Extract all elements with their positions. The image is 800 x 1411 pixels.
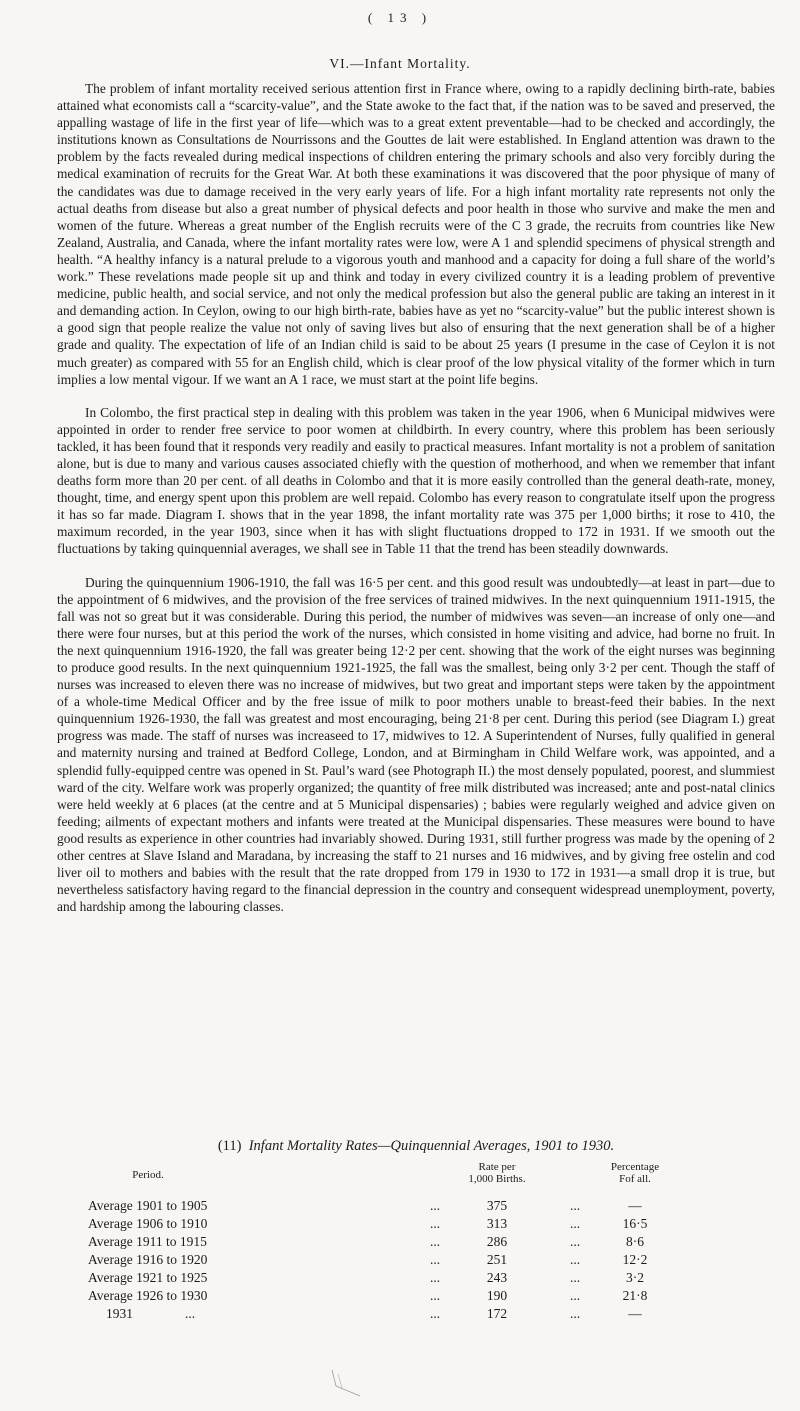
page-number: ( 13 ) <box>367 10 433 25</box>
table-row: Average 1926 to 1930 ... 190 ... 21·8 <box>88 1288 648 1303</box>
header-percentage: Percentage Fof all. <box>610 1161 660 1185</box>
table-row: Average 1921 to 1925 ... 243 ... 3·2 <box>88 1270 644 1285</box>
table-caption <box>57 1138 775 1155</box>
table-row: 1931 ... ... 172 ... — <box>106 1306 642 1321</box>
table-number: (11) <box>217 1138 242 1154</box>
table-row: Average 1916 to 1920 ... 251 ... 12·2 <box>88 1252 648 1267</box>
header-rate: Rate per 1,000 Births. <box>468 1161 526 1185</box>
table-title: Infant Mortality Rates—Quinquennial Averages, 1901 to 1930. <box>248 1138 615 1154</box>
paragraph-2: In Colombo, the first practical step in dealing with this problem was taken in the year 1906, when 6 Municipal midwives were appointed in order to render free service to poor women at childbirth. In every country, where this problem has been seriously tackled, it has been found that it responds very readily and easily to practical measures. Infant mortality is not a problem of sanitation alone, but is due to many and various causes associated chiefly with the question of motherhood, and when we remember that infant deaths form more than 20 per cent. of all deaths in Colombo and that it is more easily controlled than the general death-rate, money, thought, time, and energy spent upon this problem are well repaid. Colombo has every reason to congratulate itself upon the progress it has so far made. Diagram I. shows that in the year 1898, the infant mortality rate was 375 per 1,000 births; it rose to 410, the maximum recorded, in the year 1903, since when it has with slight fluctuations dropped to 172 in 1931. If we smooth out the fluctuations by taking quinquennial averages, we shall see in Table 11 that the trend has been steadily downwards. <box>57 404 775 557</box>
body-text <box>57 80 775 931</box>
header-period: Period. <box>132 1169 164 1181</box>
paragraph-3: During the quinquennium 1906-1910, the fall was 16·5 per cent. and this good result was undoubtedly—at least in part—due to the appointment of 6 midwives, and the provision of the free services of trained midwives. In the next quinquennium 1911-1915, the fall was not so great but it was considerable. During this period, the number of midwives was seven—an increase of only one—and there were four nurses, but at this period the work of the nurses, which consisted in home visiting and advice, had borne no fruit. In the next quinquennium 1916-1920, the fall was greater being 12·2 per cent. showing that the work of the eight nurses was beginning to produce good results. In the next quinquennium 1921-1925, the fall was the smallest, being only 3·2 per cent. Though the staff of nurses was increased to eleven there was no increase of midwives, but two great and important steps were taken by the appointment of a whole-time Medical Officer and by the free issue of milk to poor mothers unable to breast-feed their babies. In the next quinquennium 1926-1930, the fall was greatest and most encouraging, being 21·8 per cent. During this period (see Diagram I.) great progress was made. The staff of nurses was increaseed to 17, midwives to 12. A Superintendent of Nurses, fully qualified in general and maternity nursing and trained at Bedford College, London, and at Birmingham in Child Welfare work, was appointed, and a splendid fully-equipped centre was opened in St. Paul’s ward (see Photograph II.) the most densely populated, poorest, and slummiest ward of the city. Welfare work was properly organized; the quantity of free milk distributed was increased; ante and post-natal clinics were held weekly at 6 places (at the centre and at 5 Municipal dispensaries) ; babies were regularly weighed and advice given on feeding; ailments of expectant mothers and infants were treated at the Municipal dispensaries. These measures were bound to have good results as experience in other countries had invariably showed. During 1931, still further progress was made by the opening of 2 other centres at Slave Island and Maradana, by increasing the staff to 21 nurses and 16 midwives, and by giving free ostelin and cod liver oil to mothers and babies with the result that the rate dropped from 179 in 1930 to 172 in 1931—a small drop it is true, but nevertheless satisfactory having regard to the financial depression in the country and consequent widespread unemployment, poverty, and hardship among the labouring classes. <box>57 574 775 915</box>
table-row: Average 1911 to 1915 ... 286 ... 8·6 <box>88 1234 644 1249</box>
margin-pencil-mark <box>330 1368 370 1398</box>
paragraph-1: The problem of infant mortality received serious attention first in France where, owing to a rapidly declining birth-rate, babies attained what economists call a “scarcity-value”, and the State awoke to the fact that, if the nation was to be saved and preserved, the appalling wastage of life in the first year of life—which was to a great extent preventable—had to be checked and accordingly, the institutions known as Consultations de Nourrissons and the Gouttes de lait were established. In England attention was drawn to the problem by the facts revealed during medical inspections of children entering the primary schools and also very forcibly during the medical examination of recruits for the Great War. At both these examinations it was discovered that the poor physique of many of the candidates was due to damage received in the very early years of life. For a high infant mortality rate represents not only the actual deaths from disease but also a great number of physical defects and poor health in those who survive and make the men and women of the future. Whereas a great number of the English recruits were of the C 3 grade, the recruits from countries like New Zealand, Australia, and Canada, where the infant mortality rates were low, were A 1 and splendid specimens of physical strength and health. “A healthy infancy is a natural prelude to a vigorous youth and manhood and a capacity for doing a full share of the world’s work.” These revelations made people sit up and think and today in every civilized country it is a leading problem of preventive medicine, public health, and social service, and not only the medical profession but also the general public are taking an interest in it and demanding action. In Ceylon, owing to our high birth-rate, babies have as yet no “scarcity-value” but the public interest shown is a good sign that people realize the value not only of saving lives but also of ensuring that the next generation shall be of a higher grade and quality. The expectation of life of an Indian child is said to be about 25 years (I presume in the case of Ceylon it is not much greater) as compared with 55 for an English child, which is clear proof of the low physical vitality of the former which in turn implies a low mental vigour. If we want an A 1 race, we must start at the point life begins. <box>57 81 775 387</box>
table-row: Average 1906 to 1910 ... 313 ... 16·5 <box>88 1216 648 1231</box>
table-row: Average 1901 to 1905 ... 375 ... — <box>88 1198 642 1213</box>
section-title: VI.—Infant Mortality. <box>329 56 471 71</box>
